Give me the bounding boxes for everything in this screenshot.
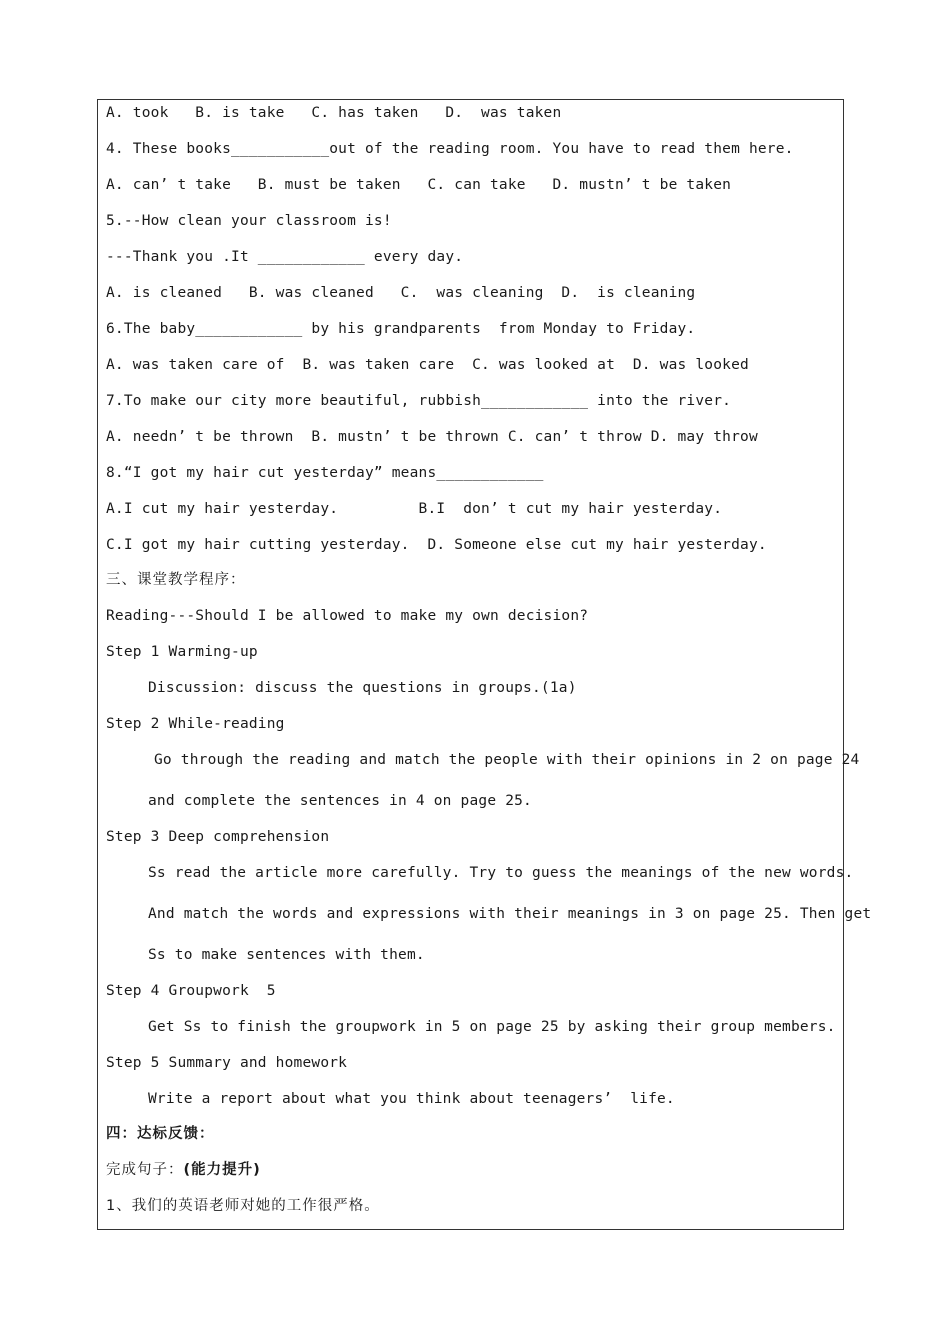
step2-body-line2: and complete the sentences in 4 on page 25. <box>148 793 532 809</box>
q4-question: 4. These books___________out of the reading room. You have to read them here. <box>106 141 794 157</box>
step5-body: Write a report about what you think about teenagers’ life. <box>148 1091 675 1107</box>
complete-prefix: 完成句子： <box>106 1162 184 1178</box>
q5-reply: ---Thank you .It ____________ every day. <box>106 249 464 265</box>
q4-options: A. can’ t take B. must be taken C. can take D. mustn’ t be taken <box>106 177 732 193</box>
q6-options: A. was taken care of B. was taken care C. was looked at D. was looked <box>106 357 749 373</box>
q5-question: 5.--How clean your classroom is! <box>106 213 392 229</box>
section4-heading: 四：达标反馈： <box>106 1126 215 1142</box>
step5-heading: Step 5 Summary and homework <box>106 1055 348 1071</box>
step3-body-line1: Ss read the article more carefully. Try to guess the meanings of the new words. <box>148 865 854 881</box>
step4-body: Get Ss to finish the groupwork in 5 on page 25 by asking their group members. <box>148 1019 836 1035</box>
q8-question: 8.“I got my hair cut yesterday” means____________ <box>106 465 544 481</box>
q5-options: A. is cleaned B. was cleaned C. was cleaning D. is cleaning <box>106 285 696 301</box>
section3-heading: 三、课堂教学程序： <box>106 572 246 588</box>
complete-sentences-label <box>106 1160 261 1180</box>
step4-heading: Step 4 Groupwork 5 <box>106 983 276 999</box>
step2-body-line1: Go through the reading and match the people with their opinions in 2 on page 24 <box>154 752 860 768</box>
exercise-item-1: 1、我们的英语老师对她的工作很严格。 <box>106 1198 380 1214</box>
q3-options: A. took B. is take C. has taken D. was taken <box>106 105 562 121</box>
q7-options: A. needn’ t be thrown B. mustn’ t be thrown C. can’ t throw D. may throw <box>106 429 758 445</box>
q7-question: 7.To make our city more beautiful, rubbish____________ into the river. <box>106 393 732 409</box>
step2-heading: Step 2 While-reading <box>106 716 285 732</box>
step3-body-line3: Ss to make sentences with them. <box>148 947 425 963</box>
step3-body-line2: And match the words and expressions with their meanings in 3 on page 25. Then get <box>148 906 872 922</box>
step3-heading: Step 3 Deep comprehension <box>106 829 330 845</box>
ability-tag: (能力提升) <box>183 1162 261 1178</box>
step1-body: Discussion: discuss the questions in groups.(1a) <box>148 680 577 696</box>
q8-options-cd: C.I got my hair cutting yesterday. D. Someone else cut my hair yesterday. <box>106 537 767 553</box>
q6-question: 6.The baby____________ by his grandparents from Monday to Friday. <box>106 321 696 337</box>
reading-title: Reading---Should I be allowed to make my own decision? <box>106 608 589 624</box>
q8-options-ab: A.I cut my hair yesterday. B.I don’ t cut my hair yesterday. <box>106 501 723 517</box>
step1-heading: Step 1 Warming-up <box>106 644 258 660</box>
